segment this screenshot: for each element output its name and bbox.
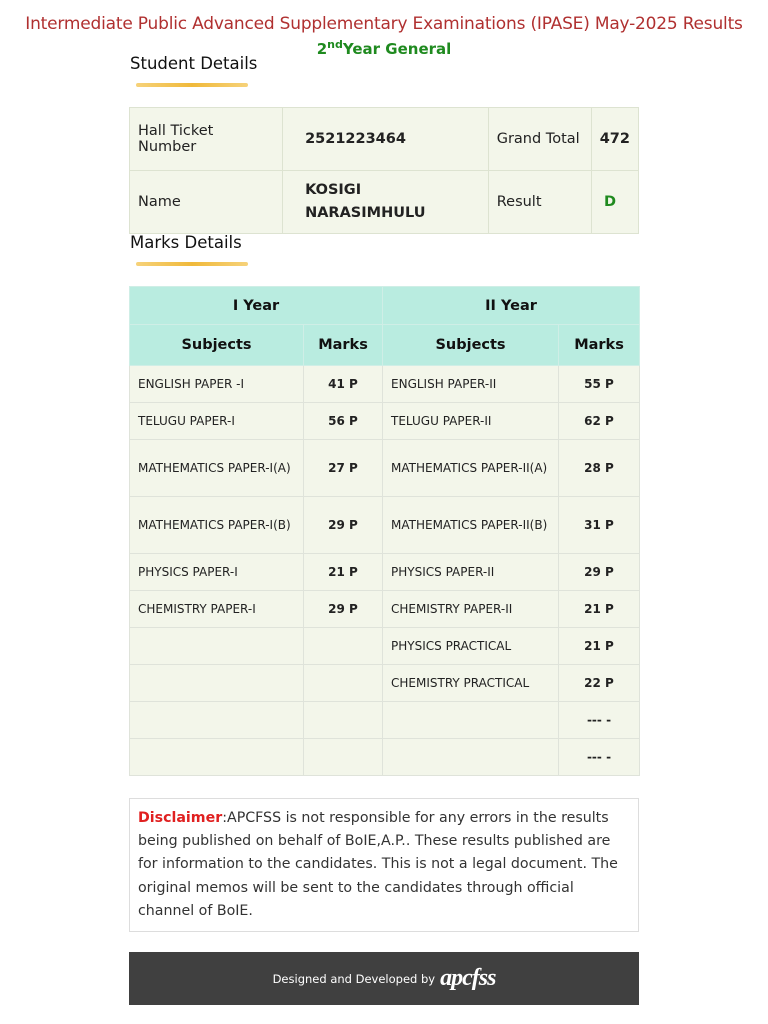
- year1-subject: [130, 702, 304, 739]
- student-row-name: [130, 171, 639, 234]
- table-row: [130, 591, 640, 628]
- grand-total-label: Grand Total: [488, 108, 591, 171]
- year1-subject: ENGLISH PAPER -I: [130, 366, 304, 403]
- disclaimer-text: :APCFSS is not responsible for any errors in the results being published on behalf of BoIE,A.P.. These results published are for information to the candidates. This is not a legal document. The original memos will be sent to the candidates through official channel of BoIE.: [138, 810, 618, 919]
- year2-mark: 21 P: [559, 591, 640, 628]
- year1-subject: TELUGU PAPER-I: [130, 403, 304, 440]
- year1-mark: 41 P: [304, 366, 383, 403]
- name-label: Name: [130, 171, 283, 234]
- year2-mark: 28 P: [559, 440, 640, 497]
- year2-mark: --- -: [559, 702, 640, 739]
- disclaimer-box: [129, 798, 639, 932]
- year2-subject: [383, 739, 559, 776]
- year1-header: I Year: [130, 287, 383, 325]
- apcfss-logo: apcfss: [440, 965, 496, 991]
- year2-subject: PHYSICS PRACTICAL: [383, 628, 559, 665]
- table-row: [130, 440, 640, 497]
- year1-subject: [130, 739, 304, 776]
- year1-subjects-header: Subjects: [130, 325, 304, 366]
- name-value: KOSIGI NARASIMHULU: [283, 171, 489, 234]
- table-row: [130, 366, 640, 403]
- year2-subject: [383, 702, 559, 739]
- year2-subject: ENGLISH PAPER-II: [383, 366, 559, 403]
- year1-marks-header: Marks: [304, 325, 383, 366]
- hall-ticket-label: Hall Ticket Number: [130, 108, 283, 171]
- student-row-hallticket: [130, 108, 639, 171]
- year2-subject: CHEMISTRY PAPER-II: [383, 591, 559, 628]
- year1-subject: MATHEMATICS PAPER-I(A): [130, 440, 304, 497]
- column-header-row: [130, 325, 640, 366]
- year1-mark: [304, 739, 383, 776]
- year-header-row: [130, 287, 640, 325]
- table-row: [130, 665, 640, 702]
- year2-mark: --- -: [559, 739, 640, 776]
- year1-subject: PHYSICS PAPER-I: [130, 554, 304, 591]
- subtitle-ordinal: 2: [316, 40, 328, 58]
- year1-mark: [304, 665, 383, 702]
- year1-mark: 29 P: [304, 497, 383, 554]
- table-row: [130, 739, 640, 776]
- result-value: D: [591, 171, 638, 234]
- year2-mark: 21 P: [559, 628, 640, 665]
- marks-details-underline: [136, 262, 248, 266]
- year2-mark: 55 P: [559, 366, 640, 403]
- year1-subject: [130, 628, 304, 665]
- page-title: Intermediate Public Advanced Supplementary Examinations (IPASE) May-2025 Results: [25, 14, 743, 34]
- table-row: [130, 497, 640, 554]
- footer-credit-text: Designed and Developed by: [272, 971, 436, 986]
- year2-subject: CHEMISTRY PRACTICAL: [383, 665, 559, 702]
- year1-mark: 21 P: [304, 554, 383, 591]
- result-label: Result: [488, 171, 591, 234]
- year2-subject: MATHEMATICS PAPER-II(A): [383, 440, 559, 497]
- table-row: [130, 628, 640, 665]
- table-row: [130, 554, 640, 591]
- marks-table: [129, 286, 640, 776]
- hall-ticket-value: 2521223464: [283, 108, 489, 171]
- year2-subject: TELUGU PAPER-II: [383, 403, 559, 440]
- year2-mark: 22 P: [559, 665, 640, 702]
- year1-subject: [130, 665, 304, 702]
- student-details-heading: Student Details: [130, 54, 258, 73]
- marks-details-heading: Marks Details: [130, 233, 242, 252]
- student-details-table: [129, 107, 639, 234]
- subtitle-text: Year General: [342, 40, 452, 58]
- year1-mark: [304, 702, 383, 739]
- year1-subject: CHEMISTRY PAPER-I: [130, 591, 304, 628]
- year1-mark: [304, 628, 383, 665]
- footer: [129, 952, 639, 1005]
- page-subtitle: [0, 38, 768, 58]
- year1-mark: 27 P: [304, 440, 383, 497]
- grand-total-value: 472: [591, 108, 638, 171]
- disclaimer-label: Disclaimer: [138, 810, 223, 826]
- student-details-underline: [136, 83, 248, 87]
- table-row: [130, 403, 640, 440]
- subtitle-ordinal-suffix: nd: [327, 38, 343, 51]
- year2-mark: 29 P: [559, 554, 640, 591]
- year2-mark: 31 P: [559, 497, 640, 554]
- year2-subject: MATHEMATICS PAPER-II(B): [383, 497, 559, 554]
- year2-mark: 62 P: [559, 403, 640, 440]
- year2-header: II Year: [383, 287, 640, 325]
- year1-mark: 56 P: [304, 403, 383, 440]
- year2-subject: PHYSICS PAPER-II: [383, 554, 559, 591]
- year2-subjects-header: Subjects: [383, 325, 559, 366]
- year1-subject: MATHEMATICS PAPER-I(B): [130, 497, 304, 554]
- table-row: [130, 702, 640, 739]
- year2-marks-header: Marks: [559, 325, 640, 366]
- year1-mark: 29 P: [304, 591, 383, 628]
